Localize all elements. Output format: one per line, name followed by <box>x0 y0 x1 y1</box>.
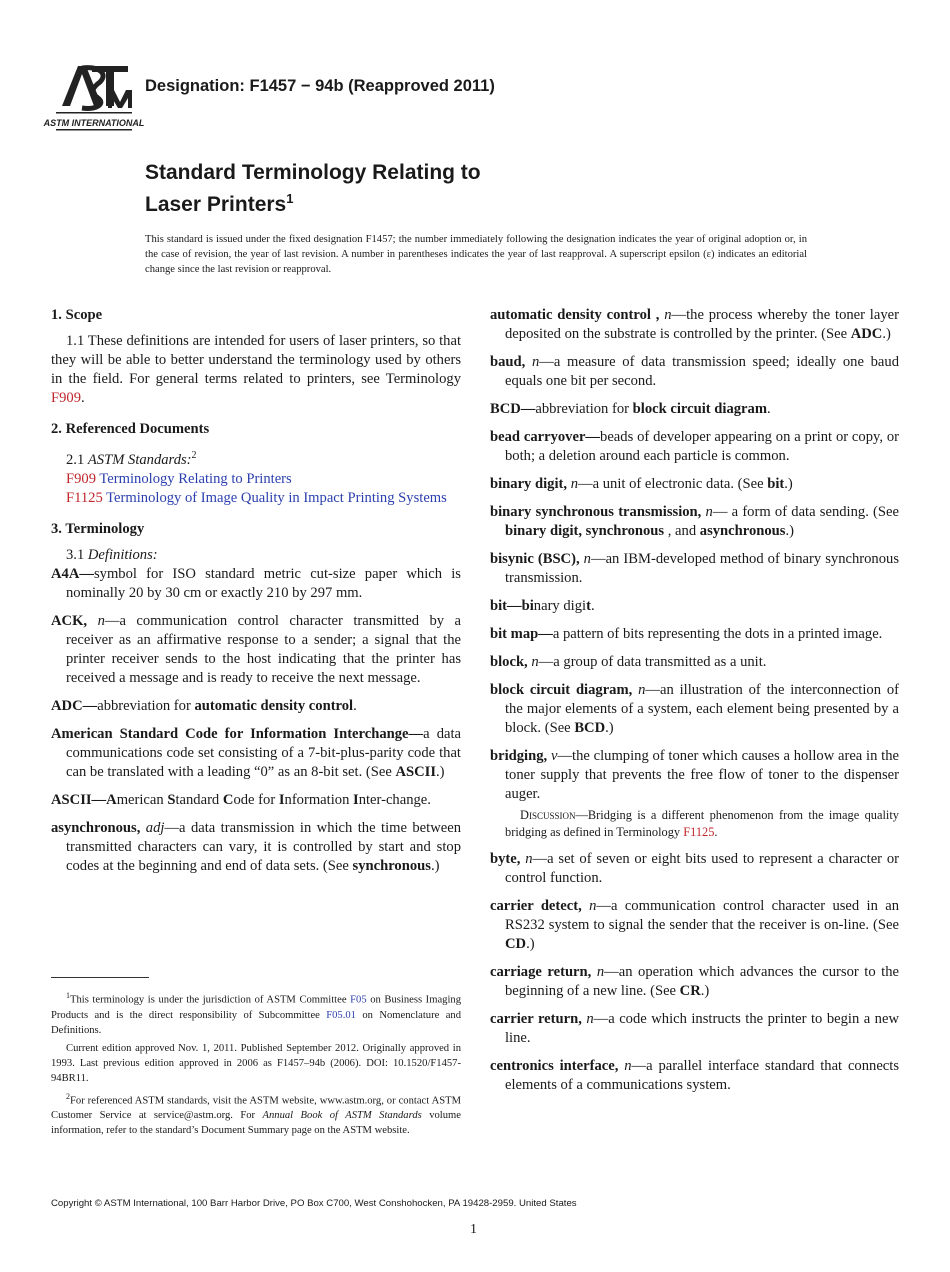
definition-binary-digit <box>490 475 899 494</box>
def-ref: automatic density control <box>194 697 354 714</box>
def-text: abbreviation for <box>535 401 633 417</box>
def-text: a data communications code set consisting of a 7-bit-plus-parity code that can be translated with a leading “0” as an 8-bit set. (See <box>66 725 462 780</box>
designation: Designation: F1457 − 94b (Reapproved 2011) <box>145 77 495 95</box>
ref-code[interactable]: F909 <box>66 470 97 487</box>
def-term: carriage return, <box>490 964 592 980</box>
footnote-mark: 1 <box>66 991 70 1000</box>
definition-baud <box>490 353 899 391</box>
def-text: —an illustration of the interconnection of the major elements of a system, each element being presented by a block. (See <box>505 682 899 736</box>
footnote-1 <box>51 988 461 1038</box>
def-term: bit map— <box>490 626 553 642</box>
astm-logo <box>43 60 145 132</box>
ref-code[interactable]: F1125 <box>66 489 103 506</box>
def-term: baud, <box>490 354 526 370</box>
def-pos: n <box>589 898 597 914</box>
def-term: ASCII—A <box>51 791 117 808</box>
def-term: A4A— <box>51 565 94 582</box>
refdocs-sub-sup: 2 <box>191 450 197 461</box>
standard-notice: This standard is issued under the fixed designation F1457; the number immediately following the designation indicates the year of original adoption or, in the case of revision, the year of last revision. A number in parentheses indicates the year of last reapproval. A superscript epsilon (ε) indicates an editorial change since the last revision or reapproval. <box>145 234 807 275</box>
def-pos: n <box>638 682 646 698</box>
def-end: .) <box>785 523 794 539</box>
def-text: —a parallel interface standard that connects elements of a communications system. <box>505 1058 900 1093</box>
def-text: —a code which instructs the printer to begin a new line. <box>505 1011 899 1046</box>
def-text: a pattern of bits representing the dots in a printed image. <box>552 626 883 642</box>
title-footnote-mark: 1 <box>286 191 294 206</box>
astm-logo-icon <box>43 60 145 132</box>
def-term: automatic density control , <box>490 307 660 323</box>
footnote-2 <box>51 1089 461 1139</box>
def-letter: I <box>278 791 285 808</box>
terminology-heading: 3. Terminology <box>51 520 145 537</box>
def-text: —a measure of data transmission speed; ideally one baud equals one bit per second. <box>505 354 899 389</box>
def-ref: asynchronous <box>699 523 786 539</box>
def-text: —a set of seven or eight bits used to represent a character or control function. <box>505 851 899 886</box>
def-end: . <box>766 401 771 417</box>
def-pos: n <box>531 354 540 370</box>
bridging-discussion <box>490 807 899 841</box>
definition-a4a <box>51 565 461 603</box>
def-letter: t <box>586 598 591 614</box>
definition-bcd <box>490 400 899 419</box>
def-term: carrier return, <box>490 1011 582 1027</box>
definition-binary-synchronous <box>490 503 899 541</box>
def-text: —a communication control character used in an RS232 system to signal the sender that the receiver is on-line. (See <box>505 898 900 933</box>
definition-ack <box>51 612 461 688</box>
def-pos: adj <box>145 819 165 836</box>
def-pos: n <box>583 551 591 567</box>
def-term: asynchronous, <box>51 819 141 836</box>
def-text: merican <box>116 791 168 808</box>
definition-centronics-interface <box>490 1057 899 1095</box>
def-text: —a group of data transmitted as a unit. <box>538 654 767 670</box>
discussion-label: Discussion <box>520 808 576 822</box>
scope-end: . <box>81 390 85 406</box>
definition-block <box>490 653 899 672</box>
definition-carriage-return <box>490 963 899 1001</box>
ref-item[interactable] <box>51 489 461 508</box>
def-text: , and <box>664 523 700 539</box>
def-ref: BCD <box>574 720 606 736</box>
def-end: . <box>590 598 595 614</box>
def-term: bisynic (BSC), <box>490 551 580 567</box>
def-term: bit—bi <box>490 598 534 614</box>
scope-link-f909[interactable]: F909 <box>51 390 82 406</box>
def-pos: n <box>664 307 672 323</box>
def-pos: v <box>550 748 558 764</box>
def-pos: n <box>570 476 578 492</box>
page-title <box>145 160 481 218</box>
def-ref: binary digit, synchronous <box>505 523 665 539</box>
scope-heading: 1. Scope <box>51 307 103 323</box>
def-end: .) <box>700 983 710 999</box>
definition-block-circuit-diagram <box>490 681 899 738</box>
scope-text: 1.1 These definitions are intended for users of laser printers, so that they will be able to better understand the terminology used by others in the field. For general terms related to printers, see Terminology <box>51 333 461 387</box>
def-text: ode for <box>233 791 279 808</box>
def-text: —an IBM-developed method of binary synchronous transmission. <box>505 551 899 586</box>
def-ref: bit <box>767 476 785 492</box>
def-pos: n <box>531 654 539 670</box>
def-ref: block circuit diagram <box>632 401 767 417</box>
def-letter: I <box>353 791 359 808</box>
def-end: .) <box>430 857 440 874</box>
def-ref: ASCII <box>395 763 437 780</box>
refdocs-heading: 2. Referenced Documents <box>51 421 210 437</box>
terminology-sub-num: 3.1 <box>66 546 88 563</box>
definition-byte <box>490 850 899 888</box>
footnote-text: on Nomenclature and Definitions. <box>51 1009 461 1036</box>
def-text: —the clumping of toner which causes a hollow area in the toner supply that prevents the free flow of toner to the dispenser auger. <box>505 748 899 802</box>
scope-paragraph <box>51 332 461 408</box>
def-term: block, <box>490 654 528 670</box>
def-term: American Standard Code for Information Interchange— <box>51 725 424 742</box>
footnote-mark: 2 <box>66 1091 70 1101</box>
copyright: Copyright © ASTM International, 100 Barr Harbor Drive, PO Box C700, West Conshohocken, PA 19428-2959. United States <box>51 1198 577 1209</box>
def-text: —a unit of electronic data. (See <box>578 476 768 492</box>
definition-bit-map <box>490 625 899 644</box>
discussion-end: . <box>714 825 718 839</box>
def-end: .) <box>526 936 535 952</box>
def-letter: C <box>222 791 234 808</box>
def-pos: n <box>525 851 533 867</box>
discussion-link-f1125[interactable]: F1125 <box>683 825 715 839</box>
def-end: .) <box>605 720 614 736</box>
def-end: . <box>353 697 357 714</box>
footnote-text: on Business Imaging Products and is the direct responsibility of Subcommittee <box>51 994 461 1021</box>
definition-bisynic <box>490 550 899 588</box>
refdocs-sub <box>51 446 461 470</box>
def-term: carrier detect, <box>490 898 582 914</box>
def-text: — a form of data sending. (See <box>712 504 899 520</box>
footnote-rule <box>51 977 149 978</box>
definition-asynchronous <box>51 819 461 876</box>
title-line-1: Standard Terminology Relating to <box>145 161 481 184</box>
def-end: .) <box>882 326 891 342</box>
ref-title[interactable]: Terminology Relating to Printers <box>99 470 292 487</box>
definition-bridging <box>490 747 899 804</box>
def-term: bead carryover— <box>490 429 601 445</box>
def-text: —the process whereby the toner layer deposited on the substrate is controlled by the printer. (See <box>505 307 899 342</box>
right-column <box>490 306 899 1104</box>
title-line-2: Laser Printers <box>145 193 287 216</box>
def-end: .) <box>436 763 445 780</box>
definition-carrier-detect <box>490 897 899 954</box>
terminology-sub-title: Definitions: <box>87 546 158 563</box>
definition-bead-carryover <box>490 428 899 466</box>
def-text: nary digi <box>533 598 587 614</box>
def-term: block circuit diagram, <box>490 682 633 698</box>
logo-text: ASTM INTERNATIONAL <box>43 118 145 128</box>
definition-ascii <box>51 791 461 810</box>
definition-bit <box>490 597 899 616</box>
def-term: byte, <box>490 851 521 867</box>
footnote-link-f0501[interactable]: F05.01 <box>326 1009 356 1021</box>
def-term: binary digit, <box>490 476 568 492</box>
def-term: bridging, <box>490 748 548 764</box>
refdocs-sub-num: 2.1 <box>66 451 88 468</box>
refdocs-sub-title: ASTM Standards: <box>87 451 192 468</box>
def-text: tandard <box>175 791 223 808</box>
def-text: symbol for ISO standard metric cut-size paper which is nominally 20 by 30 cm or exactly 210 by 297 mm. <box>66 565 461 601</box>
def-letter: S <box>167 791 176 808</box>
terminology-sub <box>51 546 461 565</box>
def-text: abbreviation for <box>97 697 195 714</box>
ref-title[interactable]: Terminology of Image Quality in Impact Printing Systems <box>106 489 447 506</box>
def-term: ADC— <box>51 697 98 714</box>
def-ref: ADC <box>850 326 883 342</box>
def-text: —a communication control character transmitted by a receiver as an affirmative response to a sender; a signal that the printer receiver sends to the host indicating that the printer has received a message and is ready to receive the next message. <box>66 612 461 686</box>
footnote-link-f05[interactable]: F05 <box>350 994 367 1006</box>
definition-adc <box>51 697 461 716</box>
def-term: ACK, <box>51 612 88 629</box>
definition-automatic-density-control <box>490 306 899 344</box>
discussion-text: —Bridging is a different phenomenon from the image quality bridging as defined in Terminology <box>505 808 899 839</box>
def-term: BCD— <box>490 401 536 417</box>
ref-item[interactable] <box>51 470 461 489</box>
footnote-italic: Annual Book of ASTM Standards <box>262 1110 422 1122</box>
def-text: nter-change. <box>358 791 431 808</box>
def-ref: CR <box>679 983 701 999</box>
def-text: —an operation which advances the cursor to the beginning of a new line. (See <box>505 964 899 999</box>
footnote-text: For referenced ASTM standards, visit the ASTM website, www.astm.org, or contact ASTM Customer Service at service@astm.org. For <box>51 1095 461 1122</box>
page-number: 1 <box>470 1222 477 1237</box>
def-pos: n <box>705 504 713 520</box>
definition-ascii-full <box>51 725 461 782</box>
def-text: beads of developer appearing on a print or copy, or both; a deletion around each particle is common. <box>505 429 899 464</box>
footnote-text: volume information, refer to the standard’s Document Summary page on the ASTM website. <box>51 1110 461 1137</box>
def-term: centronics interface, <box>490 1058 619 1074</box>
def-ref: synchronous <box>352 857 431 874</box>
def-text: nformation <box>284 791 354 808</box>
def-pos: n <box>596 964 605 980</box>
footnotes <box>51 988 461 1141</box>
footnote-text: This terminology is under the jurisdiction of ASTM Committee <box>70 994 351 1006</box>
def-ref: CD <box>505 936 527 952</box>
def-pos: n <box>624 1058 632 1074</box>
definition-carrier-return <box>490 1010 899 1048</box>
footnote-current-edition: Current edition approved Nov. 1, 2011. Published September 2012. Originally approved in 1993. Last previous edition approved in 2006 as F1457–94b (2006). DOI: 10.1520/F1457-94BR11. <box>51 1042 461 1084</box>
def-end: .) <box>784 476 793 492</box>
left-column <box>51 306 461 885</box>
def-pos: n <box>97 612 105 629</box>
def-term: binary synchronous transmission, <box>490 504 702 520</box>
def-pos: n <box>586 1011 594 1027</box>
def-text: —a data transmission in which the time between transmitted characters can vary, it is controlled by start and stop codes at the beginning and end of data sets. (See <box>66 819 461 874</box>
